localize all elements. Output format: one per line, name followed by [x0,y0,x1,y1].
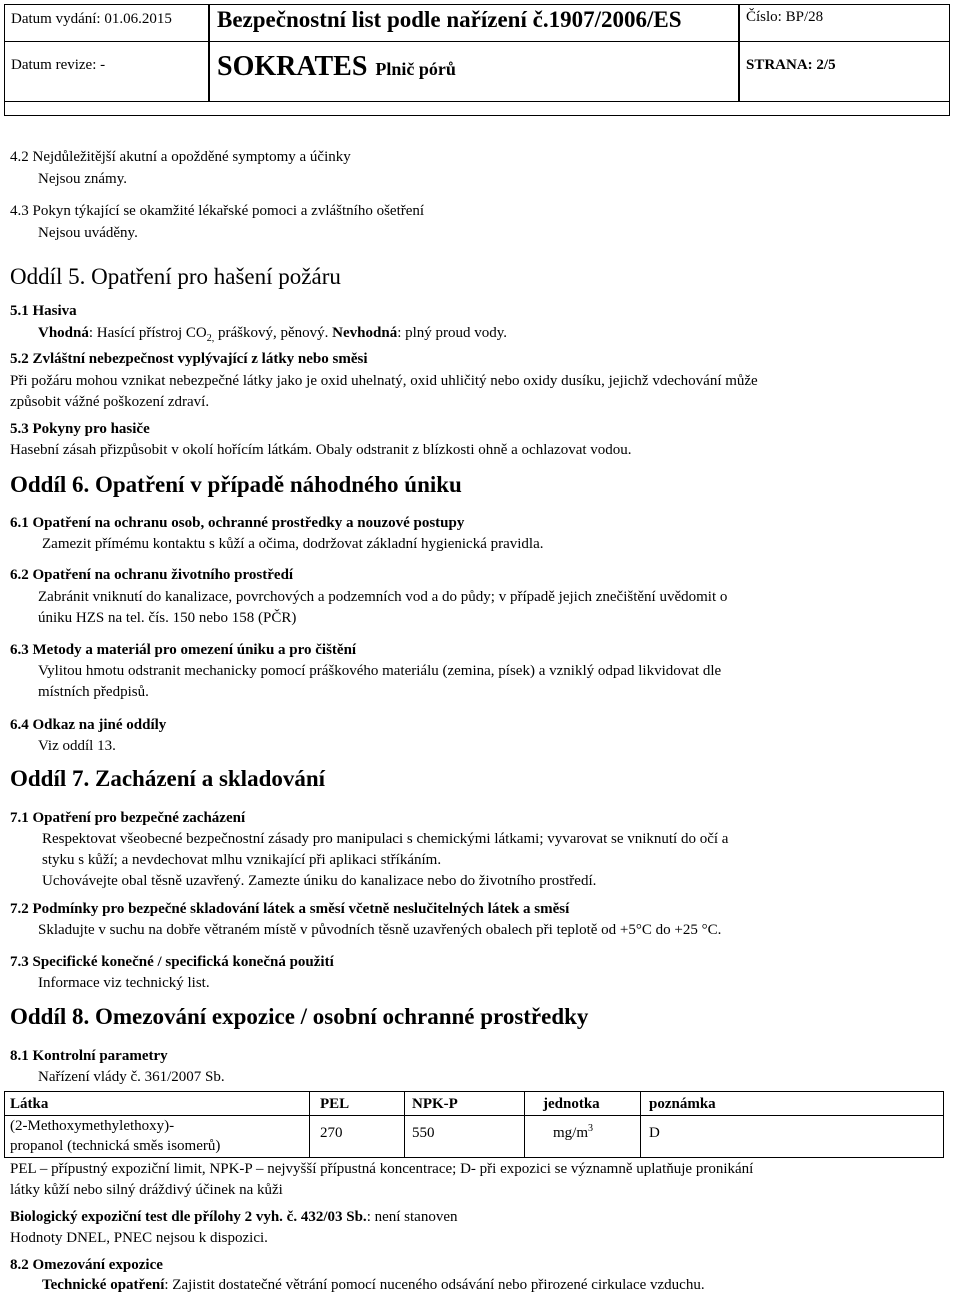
header-divider [738,5,740,101]
section-title-7: Oddíl 7. Zacházení a skladování [10,766,326,791]
product-name [217,51,456,83]
suitable-text: : Hasící přístroj CO [88,325,207,341]
table-border [309,1091,310,1157]
subsection-text-8-2 [42,1276,705,1294]
table-border [640,1091,641,1157]
subsection-text-7-1: Respektovat všeobecné bezpečnostní zásady pro manipulaci s chemickými látkami; vyvarovat se vniknutí do očí a [42,831,729,847]
subsection-text-8-1: Nařízení vlády č. 361/2007 Sb. [38,1069,225,1085]
subsection-text-5-2: Při požáru mohou vznikat nebezpečné látky jako je oxid uhelnatý, oxid uhličitý nebo oxidy dusíku, jejichž vdechování může [10,373,758,389]
subsection-text-6-4: Viz oddíl 13. [38,738,116,754]
table-cell-note: D [649,1125,660,1141]
section-title-5: Oddíl 5. Opatření pro hašení požáru [10,264,341,289]
table-header-unit: jednotka [543,1096,600,1112]
document-title: Bezpečnostní list podle nařízení č.1907/2006/ES [217,7,682,32]
table-legend: PEL – přípustný expoziční limit, NPK-P – nejvyšší přípustná koncentrace; D- při expozici se významně uplatňuje pronikání [10,1161,754,1177]
subsection-text-5-1 [38,324,507,342]
table-header-note: poznámka [649,1096,716,1112]
table-border [4,1091,944,1092]
subsection-text-6-1: Zamezit přímému kontaktu s kůží a očima, dodržovat základní hygienická pravidla. [42,536,544,552]
subsection-text-6-3: Vylitou hmotu odstranit mechanicky pomocí práškového materiálu (zemina, písek) a vzniklý odpad likvidovat dle [38,663,722,679]
table-border [524,1091,525,1157]
subsection-heading-5-2: 5.2 Zvláštní nebezpečnost vyplývající z látky nebo směsi [10,351,368,367]
technical-measures-text: : Zajistit dostatečné větrání pomocí nuceného odsávání nebo přirozené cirkulace vzduchu. [164,1277,705,1293]
table-legend-cont: látky kůží nebo silný dráždivý účinek na kůži [10,1182,283,1198]
unsuitable-text: : plný proud vody. [397,325,508,341]
subsection-heading-4-3: 4.3 Pokyn týkající se okamžité lékařské pomoci a zvláštního ošetření [10,203,425,219]
subsection-heading-8-1: 8.1 Kontrolní parametry [10,1048,168,1064]
product-name-sub: Plnič pórů [375,59,456,79]
subsection-heading-7-2: 7.2 Podmínky pro bezpečné skladování látek a směsí včetně neslučitelných látek a směsí [10,901,570,917]
biological-test [10,1208,458,1226]
section-title-8: Oddíl 8. Omezování expozice / osobní ochranné prostředky [10,1004,589,1029]
suitable-label: Vhodná [38,325,89,341]
page-number: STRANA: 2/5 [746,57,836,73]
subsection-heading-6-1: 6.1 Opatření na ochranu osob, ochranné prostředky a nouzové postupy [10,515,465,531]
issue-date: Datum vydání: 01.06.2015 [11,11,172,27]
table-header-pel: PEL [320,1096,350,1112]
product-name-main: SOKRATES [217,51,368,82]
document-header [4,4,950,116]
technical-measures-label: Technické opatření [42,1277,165,1293]
unit-text: mg/m [553,1125,589,1141]
subsection-heading-6-4: 6.4 Odkaz na jiné oddíly [10,717,167,733]
revision-date: Datum revize: - [11,57,106,73]
table-header-npk-p: NPK-P [412,1096,458,1112]
unit-superscript: 3 [588,1123,594,1134]
table-border [4,1115,944,1116]
subsection-text-5-3: Hasební zásah přizpůsobit v okolí hořícím látkám. Obaly odstranit z blízkosti ohně a ochlazovat vodou. [10,442,632,458]
table-cell-pel: 270 [320,1125,343,1141]
subsection-text-6-2: Zabránit vniknutí do kanalizace, povrchových a podzemních vod a do půdy; v případě jejich znečištění uvědomit o [38,589,728,605]
subsection-heading-4-2: 4.2 Nejdůležitější akutní a opožděné symptomy a účinky [10,149,351,165]
subsection-heading-5-3: 5.3 Pokyny pro hasiče [10,421,150,437]
subsection-heading-7-1: 7.1 Opatření pro bezpečné zacházení [10,810,246,826]
header-divider [208,5,210,101]
table-border [4,1157,944,1158]
subsection-text-6-3-cont: místních předpisů. [38,684,149,700]
subsection-text-4-2: Nejsou známy. [38,171,128,187]
subsection-text-7-1-cont: styku s kůží; a nevdechovat mlhu vznikající při aplikaci stříkáním. [42,852,442,868]
subsection-heading-6-2: 6.2 Opatření na ochranu životního prostředí [10,567,294,583]
co2-subscript: 2, [206,333,215,344]
table-border [404,1091,405,1157]
subsection-text-7-3: Informace viz technický list. [38,975,210,991]
table-header-substance: Látka [10,1096,49,1112]
subsection-text-7-1-cont2: Uchovávejte obal těsně uzavřený. Zamezte úniku do kanalizace nebo do životního prostředí. [42,873,597,889]
suitable-text-rest: práškový, pěnový. [214,325,333,341]
subsection-text-7-2: Skladujte v suchu na dobře větraném místě v původních těsně uzavřených obalech při teplotě od +5°C do +25 °C. [38,922,722,938]
subsection-heading-8-2: 8.2 Omezování expozice [10,1257,163,1273]
document-number: Číslo: BP/28 [746,9,824,25]
table-cell-npk-p: 550 [412,1125,435,1141]
subsection-heading-5-1: 5.1 Hasiva [10,303,77,319]
section-title-6: Oddíl 6. Opatření v případě náhodného úniku [10,472,462,497]
table-cell-unit [553,1124,593,1142]
subsection-text-5-2-cont: způsobit vážné poškození zdraví. [10,394,210,410]
biological-test-label: Biologický expoziční test dle přílohy 2 vyh. č. 432/03 Sb. [10,1209,367,1225]
subsection-heading-6-3: 6.3 Metody a materiál pro omezení úniku a pro čištění [10,642,357,658]
table-border [4,1091,5,1157]
subsection-text-4-3: Nejsou uváděny. [38,225,138,241]
subsection-heading-7-3: 7.3 Specifické konečné / specifická konečná použití [10,954,334,970]
subsection-text-6-2-cont: úniku HZS na tel. čís. 150 nebo 158 (PČR) [38,610,297,626]
table-border [943,1091,944,1157]
dnel-pnec-note: Hodnoty DNEL, PNEC nejsou k dispozici. [10,1230,268,1246]
table-cell-substance: (2-Methoxymethylethoxy)- [10,1118,175,1134]
biological-test-value: : není stanoven [366,1209,458,1225]
unsuitable-label: Nevhodná [332,325,398,341]
table-cell-substance-cont: propanol (technická směs isomerů) [10,1138,221,1154]
